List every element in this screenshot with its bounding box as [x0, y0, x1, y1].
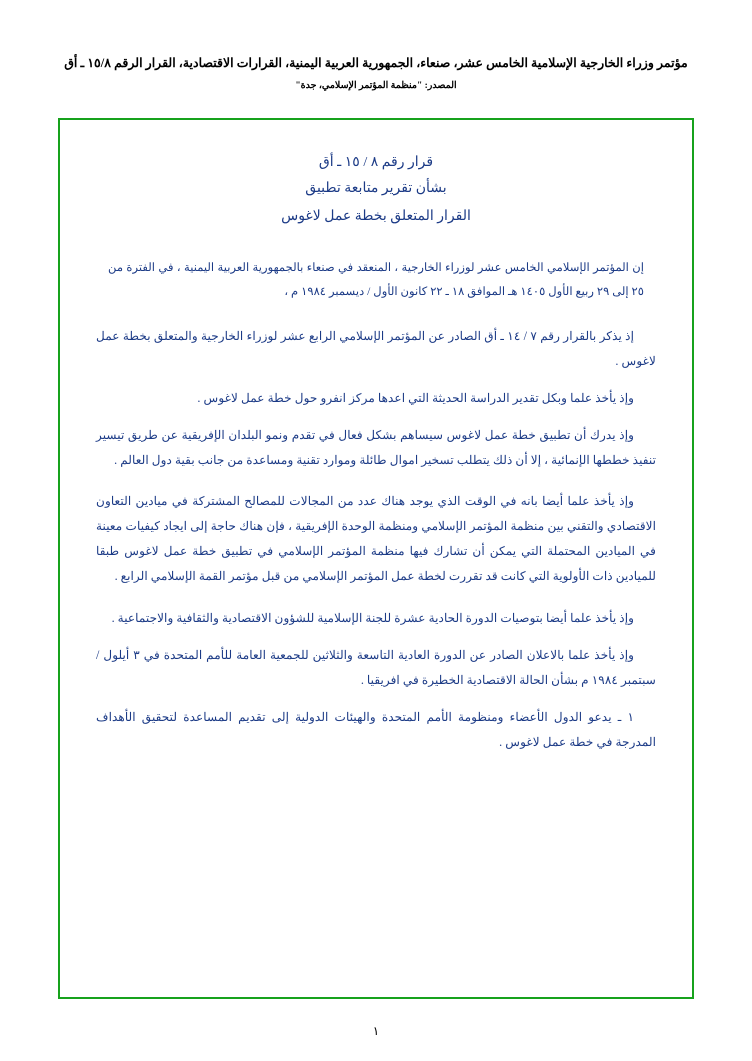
decision-heading [96, 150, 656, 230]
body-paragraph: وإذ يأخذ علما أيضا بتوصيات الدورة الحادية عشرة للجنة الإسلامية للشؤون الاقتصادية والثقافية والاجتماعية . [111, 610, 634, 625]
decision-subject: بشأن تقرير متابعة تطبيق [305, 180, 447, 196]
body-paragraph: وإذ يأخذ علما أيضا بانه في الوقت الذي يوجد هناك عدد من المجالات للمصالح المشتركة في ميادين التعاون الاقتصادي والتقني بين منظمة المؤتمر الإسلامي ومنظمة الوحدة الإفريقية ، فإن هناك حاجة إلى ايجاد كيفيات معينة في الميادين المحتملة التي يمكن أن تشارك فيها منظمة المؤتمر الإسلامي في تطبيق خطة عمل لاغوس طبقا للميادين ذات الأولوية التي كانت قد تقررت لخطة عمل المؤتمر الإسلامي من قبل مؤتمر القمة الإسلامي الرابع . [96, 494, 656, 584]
body-paragraph: ١ ـ يدعو الدول الأعضاء ومنظومة الأمم المتحدة والهيئات الدولية إلى تقديم المساعدة لتحقيق الأهداف المدرجة في خطة عمل لاغوس . [96, 709, 656, 749]
header-title: مؤتمر وزراء الخارجية الإسلامية الخامس عشر، صنعاء، الجمهورية العربية اليمنية، القرارات الاقتصادية، القرار الرقم ١٥/٨ ـ أق [64, 56, 688, 70]
document-body [96, 256, 656, 755]
content-frame [58, 118, 694, 999]
decision-number: قرار رقم ٨ / ١٥ ـ أق [318, 155, 434, 170]
decision-subject-cont: القرار المتعلق بخطة عمل لاغوس [281, 208, 471, 224]
preamble-paragraph: إن المؤتمر الإسلامي الخامس عشر لوزراء الخارجية ، المنعقد في صنعاء بالجمهورية العربية اليمنية ، في الفترة من ٢٥ إلى ٢٩ ربيع الأول ١٤٠٥ هـ الموافق ١٨ ـ ٢٢ كانون الأول / ديسمبر ١٩٨٤ م ، [108, 260, 644, 299]
body-paragraph: وإذ يدرك أن تطبيق خطة عمل لاغوس سيساهم بشكل فعال في تقدم ونمو البلدان الإفريقية عن طريق تيسير تنفيذ خططها الإنمائية ، إلا أن ذلك يتطلب تسخير اموال طائلة وموارد تقنية ومساعدة من جانب بقية دول العالم . [96, 428, 656, 468]
content-frame-inner [60, 120, 692, 997]
body-paragraph: وإذ يأخذ علما بالاعلان الصادر عن الدورة العادية التاسعة والثلاثين للجمعية العامة للأمم المتحدة في ٣ أيلول / سبتمبر ١٩٨٤ م بشأن الحالة الاقتصادية الخطيرة في افريقيا . [96, 647, 656, 687]
header-source: المصدر: "منظمة المؤتمر الإسلامي، جدة" [295, 80, 457, 91]
document-header [0, 54, 752, 91]
body-paragraph: وإذ يأخذ علما وبكل تقدير الدراسة الحديثة التي اعدها مركز انفرو حول خطة عمل لاغوس . [197, 391, 634, 406]
page-number: ١ [372, 1024, 380, 1038]
body-paragraph: إذ يذكر بالقرار رقم ٧ / ١٤ ـ أق الصادر عن المؤتمر الإسلامي الرابع عشر لوزراء الخارجية والمتعلق بخطة عمل لاغوس . [96, 329, 656, 369]
